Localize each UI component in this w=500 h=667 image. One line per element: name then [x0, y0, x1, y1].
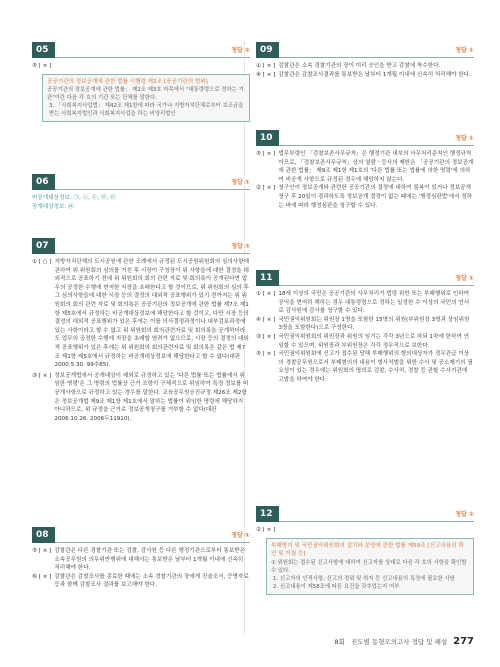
item-label: ② [ × ] — [256, 527, 276, 533]
answer-item — [32, 573, 250, 590]
answer-label: 정답 ② — [231, 47, 250, 54]
left-column — [32, 42, 250, 590]
answer-item — [32, 547, 250, 573]
item-text: 국민권익위원회에 신고가 접수된 당해 부패행위의 혐의대상자가 경무관급 이상의 경찰공무원으로서 부패혐의의 내용이 형사처벌을 위한 수사 및 공소제기의 필요성이 있는 경우에는 위원회의 명의로 검찰, 수사처, 경찰 등 관할 수사기관에 고발을 하여야 한다. — [278, 351, 473, 383]
answer-item — [32, 372, 250, 424]
question-number: 06 — [32, 174, 55, 190]
law-box-line: 공공기관의 정보공개에 관한 법률」 제2조 제3호 마목에서 "대통령령으로 정하는 기관"이란 다음 각 호의 기관 또는 단체를 말한다. — [47, 87, 244, 102]
question-number: 07 — [32, 238, 55, 254]
item-text: 국민권익위원회의 위원장과 위원의 임기는 각각 3년으로 하되 1차에 한하여 연임할 수 있으며, 위원장과 부위원장은 각각 정무직으로 보한다. — [278, 333, 470, 349]
answer-item — [256, 350, 474, 384]
page-number: 277 — [453, 636, 474, 647]
classification-line: 공개대상정보: ㉥ — [32, 203, 74, 210]
answer-item — [32, 62, 250, 71]
item-text: 청구인이 정보공개와 관련한 공공기관의 결정에 대하여 불복이 있거나 정보공개청구 후 20일이 경과하도록 정보공개 결정이 없는 때에는 '행정심판법'에서 정하는 바에 따라 행정심판을 청구할 수 있다. — [278, 185, 473, 209]
item-text: 법무부령인 「검찰보존사무규칙」은 행정기관 내부의 사무처리준칙인 행정규칙이므로, 「검찰보존사무규칙」상의 열람ㆍ등사의 제한은 「공공기관의 정보공개에 관한 법률」 제9조 제1항 제1호의 '다른 법률 또는 법률에 의한 명령'에 의하여 비공개 사항으로 규정된 경우에 해당하지 않는다. — [278, 151, 474, 183]
answer-item — [256, 150, 474, 184]
right-column — [256, 42, 474, 597]
item-label: ① [ × ] — [256, 291, 276, 297]
item-label: ④ [ × ] — [256, 316, 276, 323]
question-10-header — [256, 130, 474, 146]
question-09-header — [256, 42, 474, 58]
item-text: 18세 이상의 국민은 공공기관의 사무처리가 법령 위반 또는 부패행위로 인하여 공익을 현저히 해하는 경우 대통령령으로 정하는 일정한 수 이상의 국민의 연서로 감사원에 감사를 청구할 수 있다. — [278, 291, 470, 315]
footer-chapter: 8회 — [334, 638, 345, 646]
page-footer — [335, 636, 474, 647]
item-text: 감찰관은 다른 경찰기관 또는 검찰, 감사원 등 다른 행정기관으로부터 통보받은 소속공무원의 의무위반행위에 대해서는 통보받은 날부터 1개월 이내에 신속히 처리해야 한다. — [54, 548, 246, 572]
item-label: ⑤ [ × ] — [32, 548, 52, 554]
answer-label: 정답 ③ — [231, 243, 250, 250]
answer-item — [32, 258, 250, 370]
answer-label: 정답 ① — [455, 47, 474, 54]
item-label: ③ [ × ] — [256, 333, 276, 340]
item-label: ⑤ [ × ] — [256, 151, 276, 157]
item-text: 감찰관은 감찰조사를 종료한 때에는 소속 경찰기관의 장에게 진술조서, 증명자료 등과 함께 감찰조사 결과를 보고해야 한다. — [54, 573, 249, 589]
law-box-line: 1. 신고자의 인적사항, 신고의 경위 및 취지 등 신고내용의 특정에 필요한 사항 — [273, 575, 455, 582]
item-label: ⑤ [ × ] — [256, 351, 276, 358]
question-08-header — [32, 527, 250, 543]
question-number: 08 — [32, 527, 55, 543]
law-box — [42, 74, 250, 123]
question-12 — [256, 506, 474, 595]
answer-label: 정답 ① — [231, 532, 250, 539]
question-07-header — [32, 238, 250, 254]
law-box-title: 공공기관의 정보공개에 관한 법률 시행령 제2조 [공공기관의 범위] — [47, 78, 208, 85]
question-number: 11 — [256, 270, 279, 286]
item-text: 감찰관은 소속 경찰기관의 장이 미리 승인을 받고 감찰에 착수한다. — [278, 63, 441, 69]
item-text: 국민권익위원회는 위원장 1명을 포함한 15명의 위원(부위원장 3명과 상임위원 3명을 포함한다)으로 구성한다. — [278, 316, 470, 332]
answer-item — [256, 62, 474, 71]
question-12-header — [256, 506, 474, 522]
item-text: 지방자치단체의 도시공원에 관한 조례에서 규정된 도시공원위원회의 심의사항에 관하여 위 위원회의 심의를 거친 후 시장이 구청장이 위 사항들에 대한 결정을 대외적으로 공표하기 전에 위 위원회의 회의 관련 자료 및 회의록이 공개된다면 업무의 공정한 수행에 현저한 지장을 초래한다고 할 것이므로, 위 위원회의 심의 후 그 심의사항들에 대한 시장 등의 결정의 대외적 공표행위가 있기 전까지는 위 위원회의 회의 관련 자료 및 회의록은 공공기관의 정보공개에 관한 법률 제7조 제1항 제5호에서 규정하는 비공개대상정보에 해당한다고 할 것이고, 다만 시장 등의 결정의 대외적 공표행위가 있은 후에는 이를 의사결정과정이나 내부검토과정에 있는 사항이라고 할 수 없고 위 위원회의 회의관련자료 및 회의록을 공개하더라도 업무의 공정한 수행에 지장을 초래할 염려가 없으므로, 시장 등의 결정의 대외적 공표행위가 있은 후에는 위 위원회의 회의관련자료 및 회의록은 같은 법 제7조 제1항 제5호에서 규정하는 비공개대상정보에 해당한다고 할 수 없다(대판 2000.5.30. 99추85). — [54, 259, 250, 369]
answer-item — [256, 333, 474, 350]
question-11-header — [256, 270, 474, 286]
item-text: 감찰관은 감찰조사결과를 통보받은 날부터 1개월 이내에 신속히 처리해야 한다. — [278, 71, 471, 78]
question-08 — [32, 527, 250, 590]
question-06-header — [32, 174, 250, 190]
question-05 — [32, 42, 250, 170]
question-07 — [32, 238, 250, 523]
answer-label: 정답 ② — [455, 511, 474, 518]
question-11 — [256, 270, 474, 502]
answer-label: 정답 ① — [231, 179, 250, 186]
item-label: ① [ ○ ] — [32, 259, 52, 265]
question-05-header — [32, 42, 250, 58]
answer-label: 정답 ① — [455, 135, 474, 142]
question-number: 05 — [32, 42, 55, 58]
law-box-line: ① 위원회는 접수된 신고사항에 대하여 신고자를 상대로 다음 각 호의 사항을 확인할 수 있다. — [271, 559, 467, 574]
answer-item — [256, 526, 474, 535]
answer-item — [256, 316, 474, 333]
footer-label: 진도별 동형모의고사 정답 및 해설 — [350, 638, 448, 646]
item-label: ⑤ [ × ] — [32, 63, 52, 69]
law-box — [266, 538, 474, 595]
classification-line: 비공개대상정보: ㉠, ㉡, ㉢, ㉣, ㉤ — [32, 195, 116, 201]
item-text: 정보공개법에서 공개대상이 예외로 규정하고 있는 '다른 법률 또는 법률에서 위임한 명령'은 그 명령의 법률상 근거 조항이 구체적으로 위임하여 특정 정보를 비공개사항으로 규정하고 있는 경우를 말한다. 교육공무원승진규정 제26조 제2항은 정보공개법 제9조 제1항 제1호에서 말하는 법률이 위임한 명령에 해당하지 아니하므로, 위 규정을 근거로 정보공개청구를 거부할 수 없다(대판 2006.10.26. 2006두11910). — [54, 372, 249, 422]
item-label: ④ [ × ] — [256, 71, 276, 78]
question-number: 09 — [256, 42, 279, 58]
question-06 — [32, 174, 250, 234]
answer-item — [256, 71, 474, 80]
law-box-line: 3. 「사회복지사업법」 제42조 제1항에 따라 국가나 지방자치단체로부터 보조금을 받는 사회복지법인과 사회복지사업을 하는 비영리법인 — [49, 103, 244, 118]
law-box-title: 부패방지 및 국민권익위원회의 설치와 운영에 관한 법률 제59조 [신고내용의 확인 및 이첩 등] — [271, 542, 464, 558]
item-label: ② [ × ] — [256, 185, 276, 192]
answer-label: 정답 ① — [455, 275, 474, 282]
answer-item — [256, 184, 474, 210]
answer-item — [256, 290, 474, 316]
item-label: ⑥ [ × ] — [32, 573, 52, 580]
question-10 — [256, 130, 474, 244]
question-09 — [256, 42, 474, 126]
law-box-line: 2. 신고내용이 제58조에 따른 요건을 갖추었는지 여부 — [273, 583, 400, 590]
item-label: ③ [ × ] — [32, 372, 52, 379]
question-number: 10 — [256, 130, 279, 146]
item-label: ① [ × ] — [256, 63, 276, 69]
question-number: 12 — [256, 506, 279, 522]
